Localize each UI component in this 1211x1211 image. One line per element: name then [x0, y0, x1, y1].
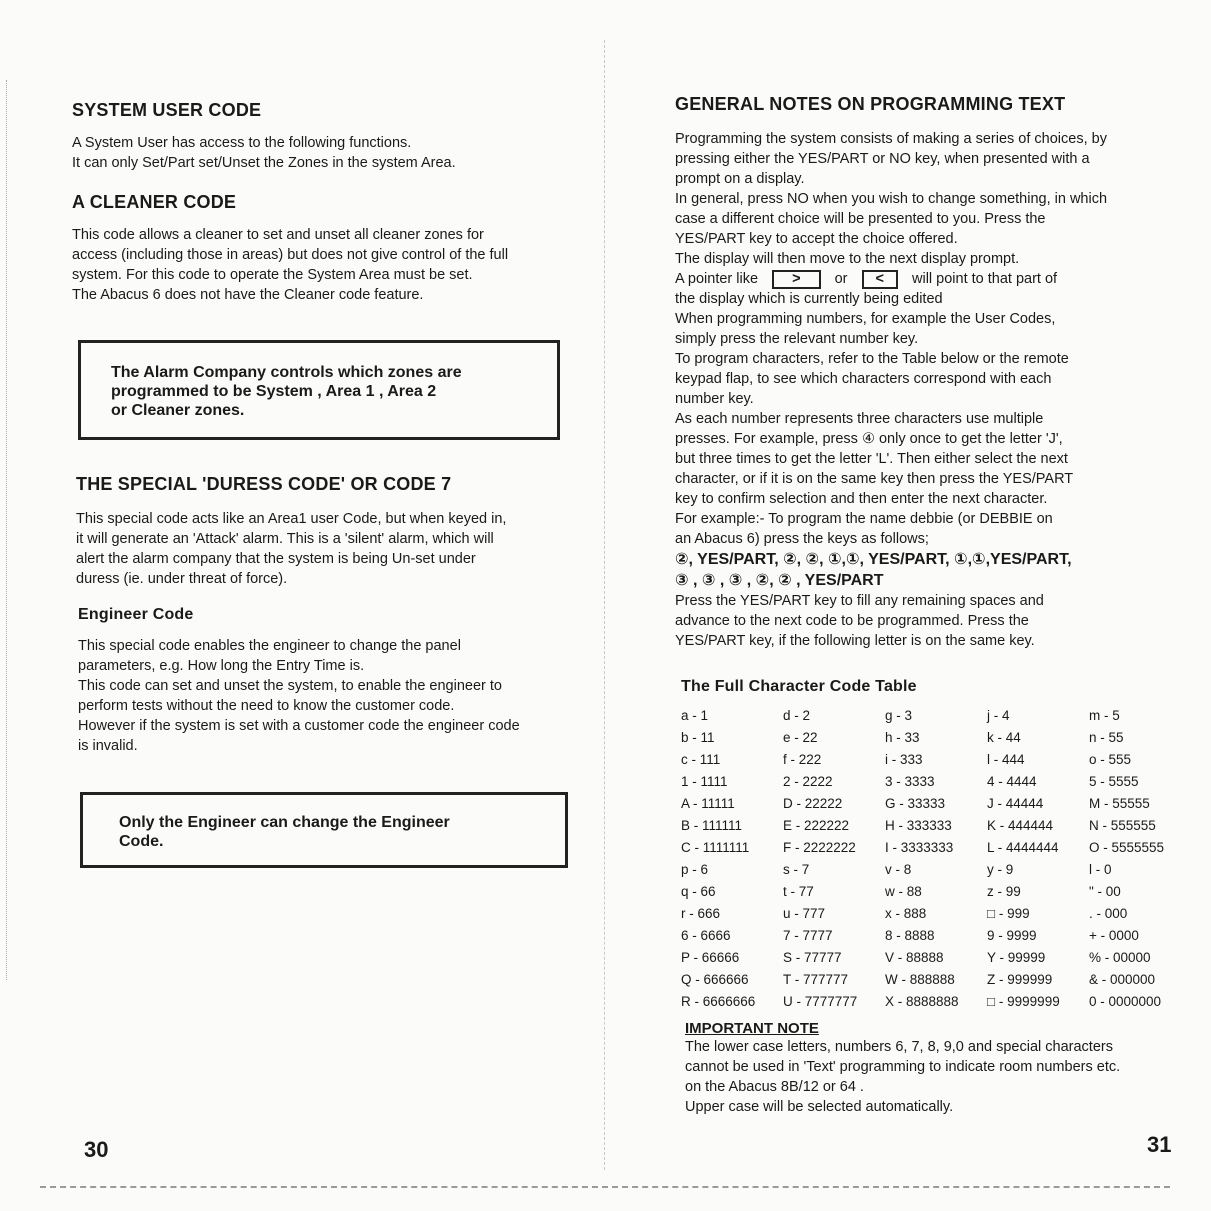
table-cell: Z - 999999 [987, 971, 1053, 987]
table-cell: 7 - 7777 [783, 927, 833, 943]
engineer-line: parameters, e.g. How long the Entry Time is. [78, 658, 365, 674]
duress-section [76, 474, 566, 589]
table-cell: u - 777 [783, 905, 826, 921]
duress-line: alert the alarm company that the system is being Un-set under [76, 551, 476, 567]
table-cell: d - 2 [783, 707, 811, 723]
table-cell: g - 3 [885, 707, 913, 723]
programming-line: The display will then move to the next display prompt. [675, 251, 1020, 267]
programming-line: advance to the next code to be programmed. Press the [675, 613, 1029, 629]
engineer-box-line: Only the Engineer can change the Engineer [119, 814, 450, 831]
table-cell: 6 - 6666 [681, 927, 731, 943]
table-cell: i - 333 [885, 751, 923, 767]
programming-line: Press the YES/PART key to fill any remaining spaces and [675, 593, 1044, 609]
table-cell: 8 - 8888 [885, 927, 935, 943]
programming-line: an Abacus 6) press the keys as follows; [675, 531, 929, 547]
programming-line: When programming numbers, for example the User Codes, [675, 311, 1056, 327]
table-cell: k - 44 [987, 729, 1021, 745]
table-cell: q - 66 [681, 883, 716, 899]
important-line: cannot be used in 'Text' programming to indicate room numbers etc. [685, 1059, 1121, 1075]
programming-line: the display which is currently being edited [675, 291, 943, 307]
table-cell: w - 88 [885, 883, 922, 899]
example-keys-line: ③ , ③ , ③ , ②, ② , YES/PART [675, 572, 884, 589]
left-page [0, 0, 605, 1211]
engineer-line: is invalid. [78, 738, 138, 754]
table-cell: 2 - 2222 [783, 773, 833, 789]
example-keys-line: ②, YES/PART, ②, ②, ①,①, YES/PART, ①,①,YES/PART, [675, 551, 1072, 568]
table-cell: t - 77 [783, 883, 814, 899]
important-note [685, 1020, 1185, 1117]
pointer-left-icon: < [862, 270, 898, 289]
programming-line: pressing either the YES/PART or NO key, when presented with a [675, 151, 1090, 167]
table-row [681, 836, 1191, 858]
table-cell: y - 9 [987, 861, 1014, 877]
table-cell: 4 - 4444 [987, 773, 1037, 789]
alarm-box-line: The Alarm Company controls which zones are [111, 364, 462, 381]
table-cell: & - 000000 [1089, 971, 1156, 987]
table-cell: B - 111111 [681, 817, 743, 833]
table-cell: □ - 999 [987, 905, 1030, 921]
character-code-table [681, 704, 1191, 1012]
pointer-middle: or [834, 271, 848, 287]
table-cell: S - 77777 [783, 949, 842, 965]
table-cell: X - 8888888 [885, 993, 959, 1009]
engineer-box [80, 792, 568, 868]
table-cell: l - 0 [1089, 861, 1112, 877]
engineer-line: However if the system is set with a customer code the engineer code [78, 718, 520, 734]
table-row [681, 814, 1191, 836]
engineer-line: perform tests without the need to know the customer code. [78, 698, 455, 714]
table-cell: N - 555555 [1089, 817, 1156, 833]
programming-line: In general, press NO when you wish to change something, in which [675, 191, 1108, 207]
cleaner-line: access (including those in areas) but does not give control of the full [72, 247, 509, 263]
table-cell: s - 7 [783, 861, 810, 877]
table-cell: o - 555 [1089, 751, 1132, 767]
engineer-line: This code can set and unset the system, to enable the engineer to [78, 678, 502, 694]
table-row [681, 990, 1191, 1012]
table-cell: 1 - 1111 [681, 773, 728, 789]
table-cell: v - 8 [885, 861, 912, 877]
programming-line: presses. For example, press ④ only once to get the letter 'J', [675, 431, 1063, 447]
table-cell: J - 44444 [987, 795, 1044, 811]
table-row [681, 748, 1191, 770]
duress-line: it will generate an 'Attack' alarm. This is a 'silent' alarm, which will [76, 531, 494, 547]
alarm-box-line: programmed to be System , Area 1 , Area 2 [111, 383, 437, 400]
table-cell: r - 666 [681, 905, 721, 921]
table-cell: z - 99 [987, 883, 1021, 899]
table-row [681, 726, 1191, 748]
table-cell: □ - 9999999 [987, 993, 1060, 1009]
table-row [681, 704, 1191, 726]
programming-line: but three times to get the letter 'L'. Then either select the next [675, 451, 1068, 467]
table-cell: T - 777777 [783, 971, 849, 987]
table-cell: L - 4444444 [987, 839, 1059, 855]
table-cell: j - 4 [987, 707, 1010, 723]
table-cell: c - 111 [681, 751, 721, 767]
engineer-title: Engineer Code [78, 606, 194, 623]
table-cell: 9 - 9999 [987, 927, 1037, 943]
cleaner-line: The Abacus 6 does not have the Cleaner code feature. [72, 287, 424, 303]
important-line: The lower case letters, numbers 6, 7, 8, 9,0 and special characters [685, 1039, 1113, 1055]
alarm-company-box [78, 340, 560, 440]
table-cell: l - 444 [987, 751, 1025, 767]
table-cell: n - 55 [1089, 729, 1124, 745]
programming-line: As each number represents three characters use multiple [675, 411, 1044, 427]
table-cell: + - 0000 [1089, 927, 1139, 943]
scan-bottom-edge [40, 1186, 1170, 1188]
table-cell: Y - 99999 [987, 949, 1046, 965]
table-cell: U - 7777777 [783, 993, 858, 1009]
table-cell: C - 1111111 [681, 839, 750, 855]
table-row [681, 902, 1191, 924]
duress-line: duress (ie. under threat of force). [76, 571, 288, 587]
table-cell: A - 11111 [681, 795, 735, 811]
pointer-right-icon: > [772, 270, 820, 289]
table-cell: 0 - 0000000 [1089, 993, 1162, 1009]
table-row [681, 946, 1191, 968]
cleaner-title: A CLEANER CODE [72, 192, 237, 212]
pointer-line [675, 269, 1175, 289]
table-cell: P - 66666 [681, 949, 740, 965]
cleaner-section [72, 192, 572, 305]
table-cell: V - 88888 [885, 949, 944, 965]
programming-line: prompt on a display. [675, 171, 805, 187]
table-row [681, 968, 1191, 990]
important-line: on the Abacus 8B/12 or 64 . [685, 1079, 864, 1095]
table-cell: e - 22 [783, 729, 818, 745]
system-user-line: It can only Set/Part set/Unset the Zones in the system Area. [72, 155, 456, 171]
programming-line: key to confirm selection and then enter the next character. [675, 491, 1048, 507]
duress-line: This special code acts like an Area1 user Code, but when keyed in, [76, 511, 507, 527]
system-user-line: A System User has access to the following functions. [72, 135, 412, 151]
table-row [681, 924, 1191, 946]
table-cell: Q - 666666 [681, 971, 749, 987]
programming-text-title: GENERAL NOTES ON PROGRAMMING TEXT [675, 94, 1066, 114]
table-row [681, 770, 1191, 792]
programming-line: simply press the relevant number key. [675, 331, 919, 347]
programming-line: YES/PART key, if the following letter is on the same key. [675, 633, 1035, 649]
table-cell: H - 333333 [885, 817, 952, 833]
programming-line: case a different choice will be presented to you. Press the [675, 211, 1046, 227]
table-cell: % - 00000 [1089, 949, 1151, 965]
engineer-section [78, 606, 568, 756]
right-page [605, 0, 1211, 1211]
cleaner-line: system. For this code to operate the System Area must be set. [72, 267, 473, 283]
programming-line: To program characters, refer to the Table below or the remote [675, 351, 1069, 367]
table-cell: G - 33333 [885, 795, 946, 811]
table-cell: x - 888 [885, 905, 927, 921]
engineer-line: This special code enables the engineer to change the panel [78, 638, 461, 654]
page-number-right: 31 [1147, 1132, 1172, 1157]
programming-line: For example:- To program the name debbie (or DEBBIE on [675, 511, 1053, 527]
table-cell: F - 2222222 [783, 839, 856, 855]
table-cell: h - 33 [885, 729, 920, 745]
page-number-left: 30 [84, 1137, 109, 1162]
programming-line: YES/PART key to accept the choice offered. [675, 231, 958, 247]
system-user-title: SYSTEM USER CODE [72, 100, 262, 120]
programming-text-section [675, 94, 1175, 651]
table-cell: 3 - 3333 [885, 773, 935, 789]
table-cell: R - 6666666 [681, 993, 756, 1009]
important-note-title: IMPORTANT NOTE [685, 1020, 819, 1037]
character-table-title [681, 678, 917, 696]
duress-title: THE SPECIAL 'DURESS CODE' OR CODE 7 [76, 474, 452, 494]
table-cell: K - 444444 [987, 817, 1054, 833]
programming-line: Programming the system consists of making a series of choices, by [675, 131, 1107, 147]
pointer-before: A pointer like [675, 271, 759, 287]
table-cell: O - 5555555 [1089, 839, 1165, 855]
cleaner-line: This code allows a cleaner to set and unset all cleaner zones for [72, 227, 484, 243]
programming-line: keypad flap, to see which characters correspond with each [675, 371, 1052, 387]
programming-line: character, or if it is on the same key then press the YES/PART [675, 471, 1074, 487]
table-cell: W - 888888 [885, 971, 955, 987]
table-cell: a - 1 [681, 707, 709, 723]
table-cell: I - 3333333 [885, 839, 954, 855]
table-cell: b - 11 [681, 729, 715, 745]
important-line: Upper case will be selected automatically. [685, 1099, 954, 1115]
table-cell: . - 000 [1089, 905, 1128, 921]
pointer-after: will point to that part of [912, 271, 1058, 287]
table-cell: D - 22222 [783, 795, 843, 811]
table-row [681, 858, 1191, 880]
table-cell: M - 55555 [1089, 795, 1150, 811]
alarm-box-line: or Cleaner zones. [111, 402, 245, 419]
table-cell: m - 5 [1089, 707, 1120, 723]
table-cell: E - 222222 [783, 817, 850, 833]
table-title-text: The Full Character Code Table [681, 678, 917, 695]
engineer-box-line: Code. [119, 833, 164, 850]
table-cell: p - 6 [681, 861, 709, 877]
system-user-section [72, 100, 572, 173]
table-cell: f - 222 [783, 751, 822, 767]
table-row [681, 792, 1191, 814]
table-cell: " - 00 [1089, 883, 1121, 899]
example-keys [675, 549, 1175, 591]
table-cell: 5 - 5555 [1089, 773, 1139, 789]
programming-line: number key. [675, 391, 754, 407]
table-row [681, 880, 1191, 902]
